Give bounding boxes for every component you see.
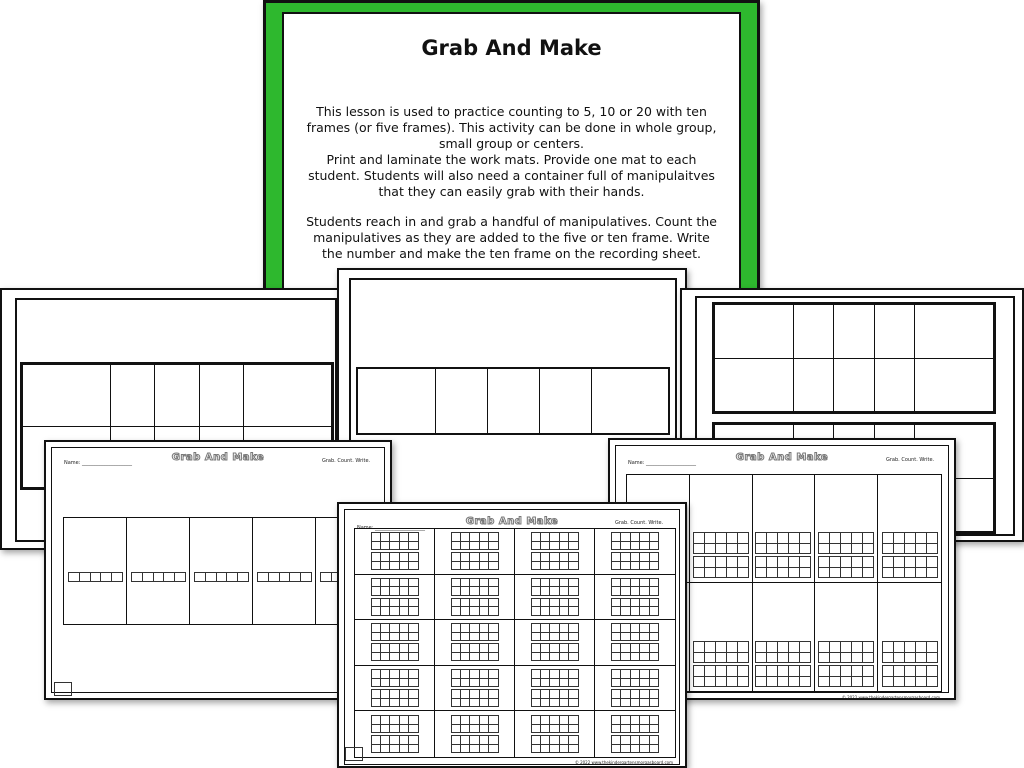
mini-five-frame [131,572,186,582]
response-cell [190,518,253,624]
mini-five-frame [194,572,249,582]
response-cell [595,529,675,575]
response-cell [595,575,675,621]
response-cell [515,666,595,712]
mini-ten-frame [371,532,419,550]
mini-ten-frame [451,578,499,596]
response-cell [435,666,515,712]
name-line: Name: ____________________ [628,460,697,466]
logo-image [54,682,72,696]
response-cell [878,475,941,583]
logo-image [345,747,363,761]
response-cell [253,518,316,624]
mini-ten-frame [531,578,579,596]
mini-ten-frame [371,735,419,753]
response-cell [595,711,675,757]
response-cell [355,711,435,757]
mini-ten-frame [531,532,579,550]
mini-ten-frame [611,623,659,641]
instruction-title: Grab And Make [421,36,602,60]
mini-ten-frame [531,689,579,707]
mini-ten-frame [371,669,419,687]
instruction-sheet [263,0,760,300]
mini-ten-frame [882,665,938,687]
copyright-text: © 2022 www.thekindergartensmorgasboard.com [841,695,940,700]
mini-ten-frame [371,689,419,707]
mini-ten-frame [531,598,579,616]
mini-ten-frame [693,641,749,663]
mini-ten-frame [693,665,749,687]
response-cell [815,475,878,583]
worksheet-title: Grab And Make [465,516,559,527]
instruction-paragraph-2: Print and laminate the work mats. Provide one mat to each student. Students will also need a container full of manipulaitves that they can easily grab with their hands. [308,152,715,199]
mini-ten-frame [531,643,579,661]
mini-five-frame [257,572,312,582]
mini-ten-frame [451,623,499,641]
mini-ten-frame [451,689,499,707]
mini-ten-frame [755,556,811,578]
mini-ten-frame [818,641,874,663]
mini-ten-frame [611,735,659,753]
steps-label: Grab. Count. Write. [322,458,371,464]
instruction-paragraph-3: Students reach in and grab a handful of manipulatives. Count the manipulatives as they are added to the five or ten frame. Write the number and make the ten frame on the recording sheet. [306,214,717,261]
response-cell [878,583,941,691]
mini-ten-frame [371,552,419,570]
mini-ten-frame [451,715,499,733]
mini-ten-frame [371,715,419,733]
response-grid [354,528,676,758]
response-cell [355,529,435,575]
mini-ten-frame [531,735,579,753]
mini-ten-frame [882,532,938,554]
mini-ten-frame [611,578,659,596]
mini-ten-frame [755,665,811,687]
mini-ten-frame [755,532,811,554]
mini-ten-frame [451,669,499,687]
mini-ten-frame [693,532,749,554]
response-cell [753,583,816,691]
mini-ten-frame [451,552,499,570]
mini-ten-frame [531,669,579,687]
response-cell [355,575,435,621]
response-cell [435,529,515,575]
response-cell [815,583,878,691]
steps-label: Grab. Count. Write. [886,457,935,463]
response-cell [515,575,595,621]
response-cell [127,518,190,624]
response-cell [355,666,435,712]
worksheet-title: Grab And Make [171,452,265,463]
mini-ten-frame [818,532,874,554]
response-cell [435,575,515,621]
mini-ten-frame [611,715,659,733]
mini-ten-frame [531,715,579,733]
mini-ten-frame [818,665,874,687]
mini-ten-frame [451,598,499,616]
mini-ten-frame [611,689,659,707]
response-cell [690,475,753,583]
five-frame [356,367,670,435]
recording-sheet-center [337,502,687,768]
mini-ten-frame [451,735,499,753]
mini-ten-frame [531,552,579,570]
mini-ten-frame [755,641,811,663]
mini-ten-frame [451,643,499,661]
mini-five-frame [68,572,123,582]
copyright-text: © 2022 www.thekindergartensmorgasboard.com [574,760,673,765]
mini-ten-frame [611,552,659,570]
response-cell [355,620,435,666]
mini-ten-frame [371,598,419,616]
mini-ten-frame [611,598,659,616]
mini-ten-frame [611,669,659,687]
mini-ten-frame [371,643,419,661]
response-cell [515,711,595,757]
instruction-paragraph-1: This lesson is used to practice counting to 5, 10 or 20 with ten frames (or five frames). This activity can be done in whole group, small group or centers. [306,104,717,151]
mini-ten-frame [371,623,419,641]
mini-ten-frame [611,643,659,661]
name-line: Name: ____________________ [64,460,133,466]
steps-label: Grab. Count. Write. [615,520,664,526]
ten-frame-top [712,302,996,414]
response-cell [515,529,595,575]
mini-ten-frame [882,556,938,578]
name-line: Name: ____________________ [357,525,426,531]
response-cell [595,620,675,666]
mini-ten-frame [451,532,499,550]
response-cell [435,620,515,666]
mini-ten-frame [371,578,419,596]
response-cell [435,711,515,757]
instruction-panel [282,12,741,300]
response-cell [753,475,816,583]
worksheet-title: Grab And Make [735,452,829,463]
mini-ten-frame [818,556,874,578]
response-cell [64,518,127,624]
response-cell [515,620,595,666]
response-cell [595,666,675,712]
mini-ten-frame [531,623,579,641]
response-cell [690,583,753,691]
mini-ten-frame [693,556,749,578]
mini-ten-frame [611,532,659,550]
mini-ten-frame [882,641,938,663]
